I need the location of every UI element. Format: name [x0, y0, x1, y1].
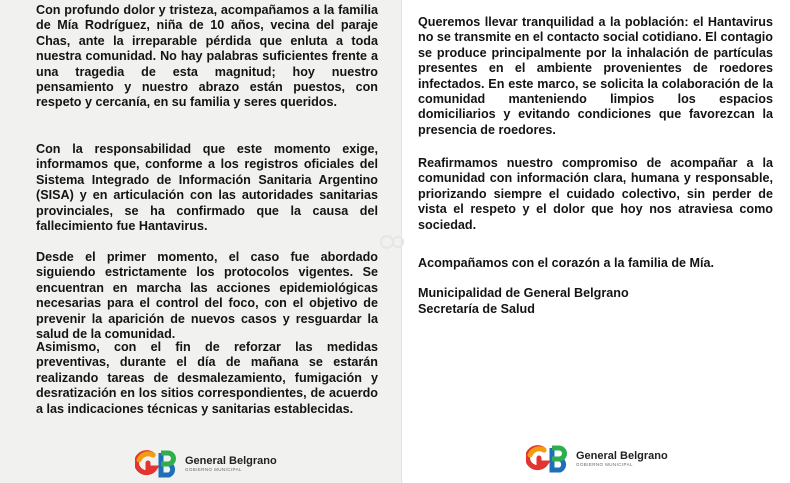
gb-logo-icon: [526, 445, 570, 473]
municipal-logo: [526, 445, 668, 473]
protocol-paragraph: Desde el primer momento, el caso fue abordado siguiendo estrictamente los protocolos vigentes. Se encuentran en marcha las acciones epidemiológicas necesarias para el control del foco, con el objetivo de prevenir la aparición de nuevos casos y resguardar la salud de la comunidad.: [36, 250, 378, 342]
gb-logo-icon: [135, 450, 179, 478]
watermark-icon: [378, 229, 406, 255]
prevention-paragraph: Asimismo, con el fin de reforzar las medidas preventivas, durante el día de mañana se estarán realizando tareas de desmalezamiento, fumigación y desratización en los sitios correspondientes, de acuerdo a las indicaciones técnicas y sanitarias establecidas.: [36, 340, 378, 416]
logo-subtitle: GOBIERNO MUNICIPAL: [185, 467, 242, 472]
municipal-logo: [135, 450, 277, 478]
logo-name: General Belgrano: [185, 455, 277, 467]
commitment-paragraph: Reafirmamos nuestro compromiso de acompañar a la comunidad con información clara, humana y responsable, priorizando siempre el cuidado colectivo, sin perder de vista el respeto y el dolor que hoy nos atraviesa como sociedad.: [418, 156, 773, 232]
cause-paragraph: Con la responsabilidad que este momento exige, informamos que, conforme a los registros oficiales del Sistema Integrado de Información Sanitaria Argentino (SISA) y en articulación con las autoridades sanitarias provinciales, se ha confirmado que la causa del fallecimiento fue Hantavirus.: [36, 142, 378, 234]
logo-subtitle: GOBIERNO MUNICIPAL: [576, 462, 633, 467]
transmission-paragraph: Queremos llevar tranquilidad a la población: el Hantavirus no se transmite en el contacto social cotidiano. El contagio se produce principalmente por la inhalación de partículas presentes en el ambiente provenientes de roedores infectados. En este marco, se solicita la colaboración de la comunidad manteniendo limpios los espacios domiciliarios y evitando condiciones que favorezcan la presencia de roedores.: [418, 15, 773, 137]
closing-line: Acompañamos con el corazón a la familia de Mía.: [418, 256, 715, 270]
condolence-paragraph: Con profundo dolor y tristeza, acompañamos a la familia de Mía Rodríguez, niña de 10 años, vecina del paraje Chas, ante la irreparable pérdida que enluta a toda nuestra comunidad. No hay palabras suficientes frente a una tragedia de esta magnitud; hoy nuestro pensamiento y nuestro abrazo están puestos, con respeto y cercanía, en su familia y seres queridos.: [36, 3, 378, 110]
signature-line-2: Secretaría de Salud: [418, 302, 535, 316]
logo-name: General Belgrano: [576, 450, 668, 462]
signature-line-1: Municipalidad de General Belgrano: [418, 286, 629, 300]
right-page: [402, 0, 790, 483]
